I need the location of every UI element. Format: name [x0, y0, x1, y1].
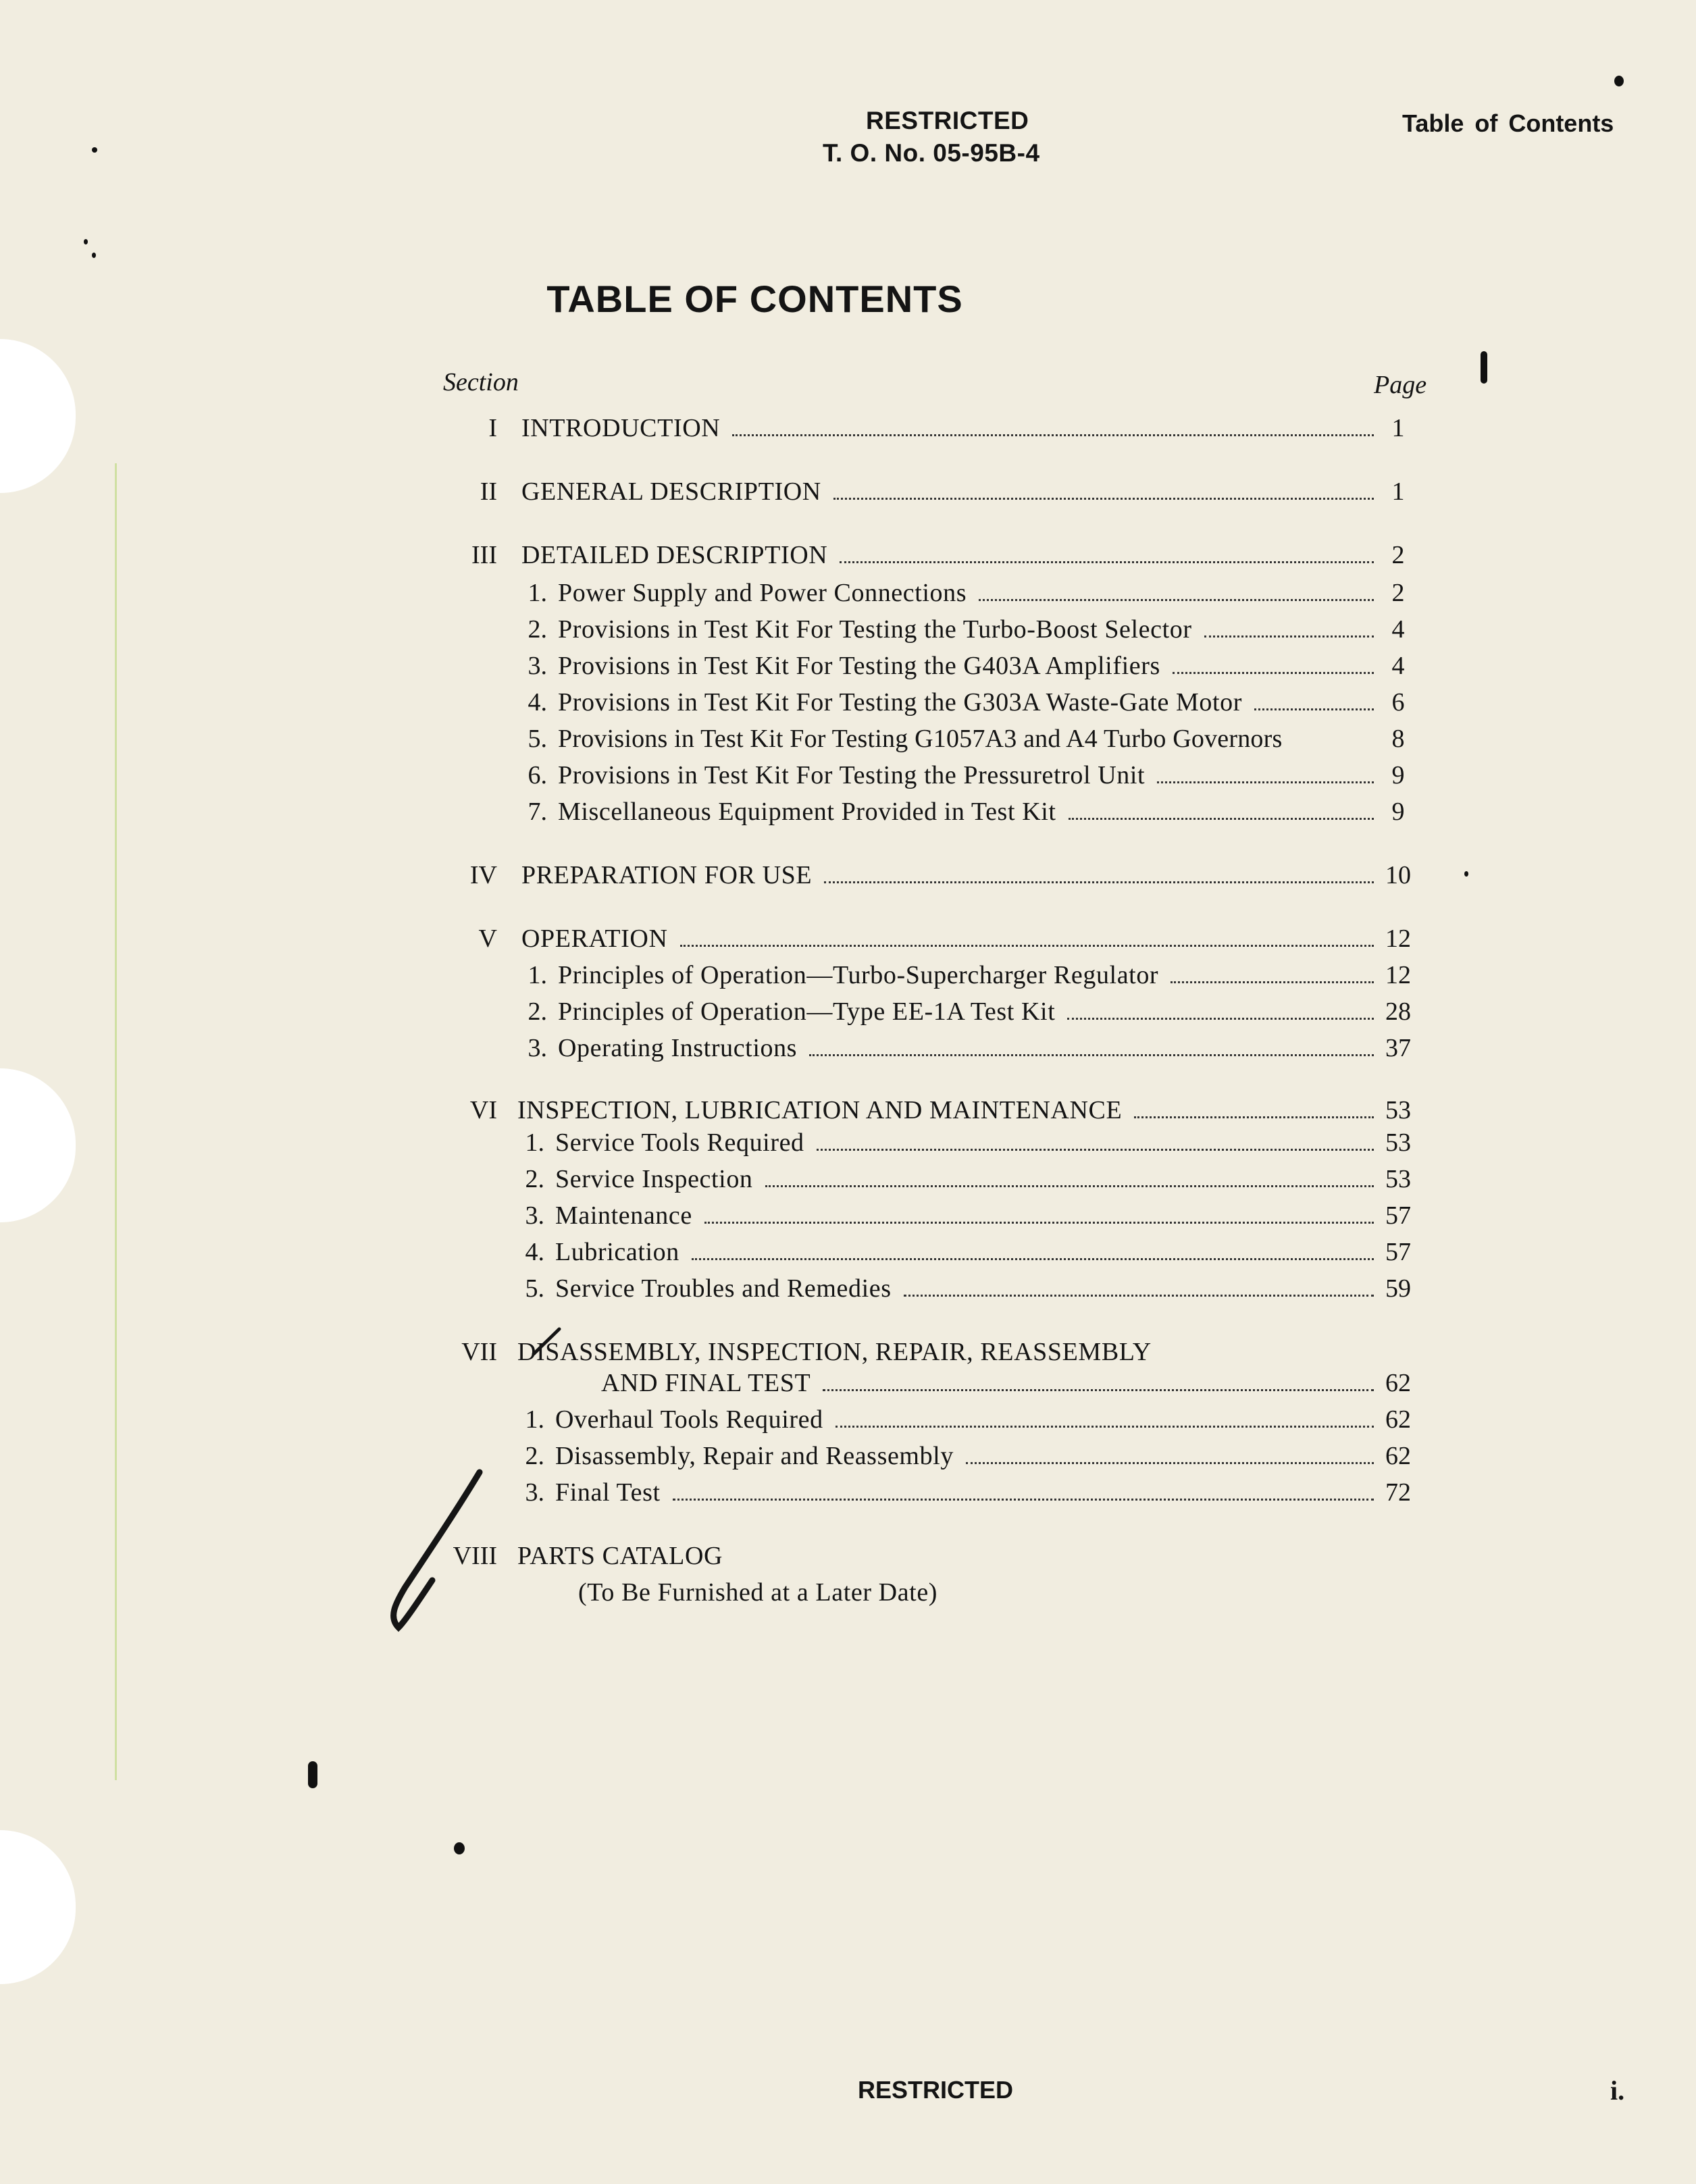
toc-page-number: 57: [1385, 1201, 1411, 1230]
toc-page-number: 53: [1385, 1128, 1411, 1157]
toc-section-title: GENERAL DESCRIPTION: [521, 477, 821, 506]
toc-page-number: 2: [1391, 541, 1405, 569]
leader-dots: [823, 1389, 1374, 1391]
leader-dots: [1254, 708, 1374, 710]
toc-page-number: 59: [1385, 1274, 1411, 1303]
toc-item-title: Provisions in Test Kit For Testing the Turbo-Boost Selector: [558, 615, 1192, 644]
header-to-number: T. O. No. 05-95B-4: [823, 139, 1040, 167]
toc-section-row-continuation: [0, 1368, 1696, 1403]
speck: [92, 253, 96, 258]
toc-page-number: 62: [1385, 1442, 1411, 1470]
toc-page-number: 4: [1391, 615, 1405, 644]
page-column-heading: Page: [1374, 371, 1427, 399]
toc-item-title: Miscellaneous Equipment Provided in Test Kit: [558, 798, 1056, 826]
header-restricted: RESTRICTED: [866, 107, 1029, 134]
toc-page-number: 72: [1385, 1478, 1411, 1507]
toc-section-title: DETAILED DESCRIPTION: [521, 541, 828, 569]
toc-item-row: 3. Provisions in Test Kit For Testing the G403A Amplifiers 4: [0, 651, 1696, 686]
toc-section-title: OPERATION: [521, 925, 668, 953]
toc-section-note: (To Be Furnished at a Later Date): [578, 1578, 938, 1607]
leader-dots: [673, 1499, 1374, 1501]
page-title: TABLE OF CONTENTS: [546, 278, 963, 320]
toc-item-row: 3. Operating Instructions 37: [0, 1033, 1696, 1068]
leader-dots: [1173, 672, 1374, 674]
speck: [308, 1761, 317, 1788]
toc-item-row: 2. Principles of Operation—Type EE-1A Test Kit 28: [0, 997, 1696, 1032]
speck: [454, 1842, 465, 1854]
speck: [84, 239, 88, 244]
toc-item-row: 1. Service Tools Required 53: [0, 1128, 1696, 1163]
speck: [1481, 351, 1487, 384]
toc-item-title: Operating Instructions: [558, 1034, 798, 1062]
leader-dots: [833, 498, 1374, 500]
toc-page-number: 37: [1385, 1034, 1411, 1062]
toc-page-number: 62: [1385, 1405, 1411, 1434]
toc-page-number: 9: [1391, 798, 1405, 826]
speck: [1614, 76, 1624, 86]
toc-item-row: 2. Disassembly, Repair and Reassembly 62: [0, 1441, 1696, 1476]
toc-item-title: Service Tools Required: [555, 1128, 804, 1157]
toc-item-row: 4. Lubrication 57: [0, 1237, 1696, 1272]
toc-page-number: 1: [1391, 477, 1405, 506]
toc-item-row: 1. Power Supply and Power Connections 2: [0, 578, 1696, 613]
toc-section-row: VII DISASSEMBLY, INSPECTION, REPAIR, REASSEMBLY: [461, 1338, 1152, 1366]
toc-section-row: VIII PARTS CATALOG: [453, 1542, 723, 1570]
leader-dots: [732, 434, 1374, 436]
toc-section-row: IV PREPARATION FOR USE 10: [0, 860, 1696, 895]
toc-page-number: 9: [1391, 761, 1405, 789]
toc-item-title: Provisions in Test Kit For Testing the G303A Waste-Gate Motor: [558, 688, 1243, 717]
toc-section-title: PREPARATION FOR USE: [521, 861, 813, 889]
toc-page-number: 4: [1391, 652, 1405, 680]
leader-dots: [704, 1222, 1374, 1224]
toc-section-title: INTRODUCTION: [521, 414, 721, 442]
toc-item-title: Maintenance: [555, 1201, 692, 1230]
leader-dots: [824, 881, 1374, 883]
toc-item-title: Disassembly, Repair and Reassembly: [555, 1442, 954, 1470]
toc-page-number: 53: [1385, 1096, 1411, 1124]
toc-section-title-line2: AND FINAL TEST: [601, 1369, 811, 1397]
toc-section-row: V OPERATION 12: [0, 924, 1696, 959]
toc-item-title: Provisions in Test Kit For Testing G1057A3 and A4 Turbo Governors: [558, 725, 1283, 753]
toc-page-number: 12: [1385, 925, 1411, 953]
toc-section-title: INSPECTION, LUBRICATION AND MAINTENANCE: [517, 1096, 1123, 1124]
toc-page-number: 57: [1385, 1238, 1411, 1266]
leader-dots: [904, 1295, 1374, 1297]
footer-page-number: i.: [1610, 2075, 1625, 2106]
running-title: Table of Contents: [1402, 109, 1614, 137]
leader-dots: [1069, 818, 1374, 820]
toc-item-row: 2. Service Inspection 53: [0, 1164, 1696, 1199]
leader-dots: [1134, 1116, 1374, 1118]
toc-page-number: 53: [1385, 1165, 1411, 1193]
toc-page-number: 28: [1385, 997, 1411, 1026]
toc-item-title: Lubrication: [555, 1238, 679, 1266]
toc-item-title: Principles of Operation—Type EE-1A Test Kit: [558, 997, 1056, 1026]
toc-item-row: 7. Miscellaneous Equipment Provided in Test Kit 9: [0, 797, 1696, 832]
toc-section-row: III DETAILED DESCRIPTION 2: [0, 540, 1696, 575]
toc-item-row: 6. Provisions in Test Kit For Testing the Pressuretrol Unit 9: [0, 760, 1696, 796]
leader-dots: [765, 1185, 1374, 1187]
toc-item-row: 1. Overhaul Tools Required 62: [0, 1405, 1696, 1440]
toc-page-number: 6: [1391, 688, 1405, 717]
toc-page-number: 10: [1385, 861, 1411, 889]
section-column-heading: Section: [443, 368, 519, 396]
toc-item-title: Principles of Operation—Turbo-Supercharger Regulator: [558, 961, 1159, 989]
toc-item-row: 5. Provisions in Test Kit For Testing G1057A3 and A4 Turbo Governors 8: [0, 724, 1696, 759]
toc-section-title: PARTS CATALOG: [517, 1542, 723, 1570]
toc-section-row: II GENERAL DESCRIPTION 1: [0, 477, 1696, 512]
toc-item-title: Provisions in Test Kit For Testing the Pressuretrol Unit: [558, 761, 1146, 789]
leader-dots: [1157, 781, 1374, 783]
toc-page-number: 62: [1385, 1369, 1411, 1397]
leader-dots: [840, 561, 1374, 563]
pencil-tick: [527, 1324, 567, 1364]
toc-item-title: Overhaul Tools Required: [555, 1405, 823, 1434]
leader-dots: [817, 1149, 1374, 1151]
toc-item-row: 3. Maintenance 57: [0, 1201, 1696, 1236]
toc-page-number: 8: [1391, 725, 1405, 753]
footer-restricted: RESTRICTED: [858, 2076, 1014, 2104]
speck: [92, 147, 97, 153]
toc-page-number: 1: [1391, 414, 1405, 442]
toc-item-row: 1. Principles of Operation—Turbo-Supercharger Regulator 12: [0, 960, 1696, 995]
toc-section-row: VI INSPECTION, LUBRICATION AND MAINTENANCE 53: [0, 1095, 1696, 1130]
toc-item-title: Power Supply and Power Connections: [558, 579, 967, 607]
binder-hole: [0, 1830, 76, 1984]
toc-item-row: 3. Final Test 72: [0, 1478, 1696, 1513]
toc-item-row: 5. Service Troubles and Remedies 59: [0, 1274, 1696, 1309]
toc-item-title: Final Test: [555, 1478, 661, 1507]
toc-page-number: 12: [1385, 961, 1411, 989]
toc-section-title: DISASSEMBLY, INSPECTION, REPAIR, REASSEMBLY: [517, 1338, 1152, 1366]
pencil-mark: [378, 1465, 486, 1641]
toc-item-row: 2. Provisions in Test Kit For Testing the Turbo-Boost Selector 4: [0, 615, 1696, 650]
toc-item-row: 4. Provisions in Test Kit For Testing the G303A Waste-Gate Motor 6: [0, 687, 1696, 723]
leader-dots: [1171, 981, 1374, 983]
leader-dots: [979, 599, 1374, 601]
toc-page-number: 2: [1391, 579, 1405, 607]
toc-item-title: Service Inspection: [555, 1165, 753, 1193]
leader-dots: [966, 1462, 1374, 1464]
toc-item-title: Provisions in Test Kit For Testing the G403A Amplifiers: [558, 652, 1160, 680]
leader-dots: [809, 1054, 1374, 1056]
leader-dots: [836, 1426, 1374, 1428]
leader-dots: [692, 1258, 1374, 1260]
toc-section-row: I INTRODUCTION 1: [0, 413, 1696, 448]
leader-dots: [1067, 1018, 1374, 1020]
toc-item-title: Service Troubles and Remedies: [555, 1274, 892, 1303]
leader-dots: [1204, 635, 1374, 638]
leader-dots: [680, 945, 1374, 947]
